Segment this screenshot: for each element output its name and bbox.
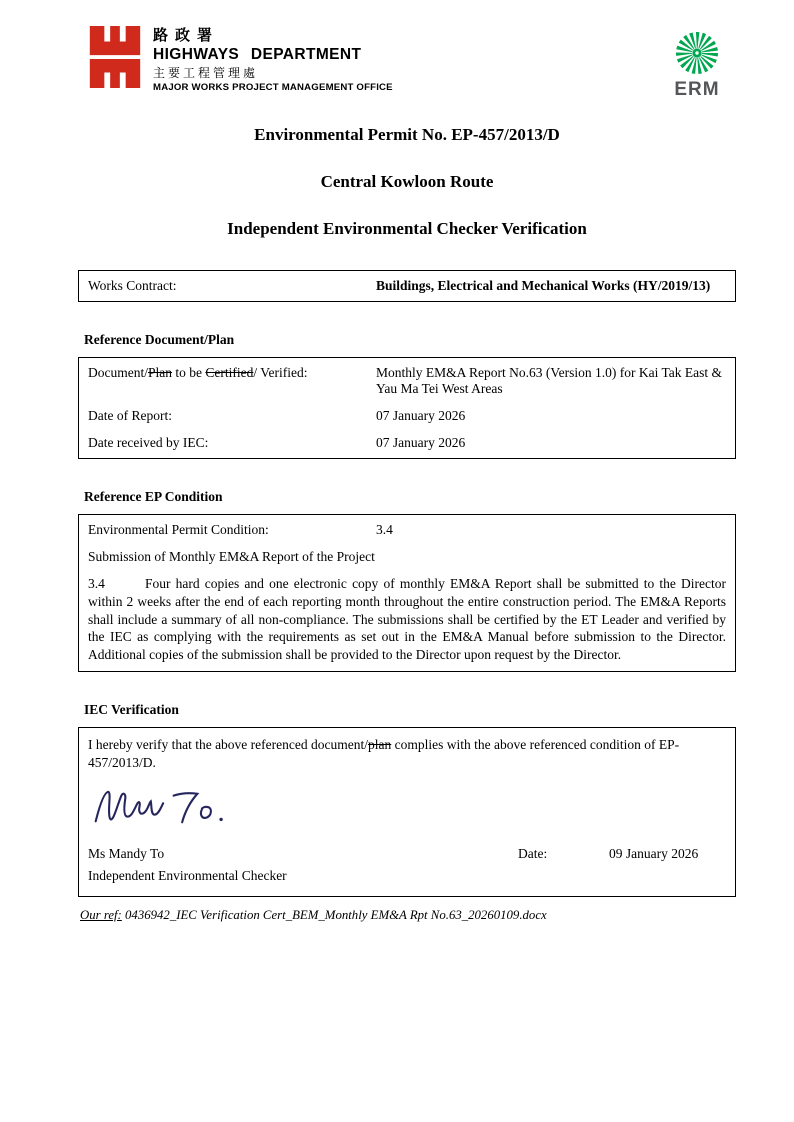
- office-name-chinese: 主要工程管理處: [153, 65, 259, 80]
- highways-department-logo-icon: [88, 26, 142, 88]
- reference-ep-condition-heading: Reference EP Condition: [84, 489, 223, 504]
- doc-label-part: / Verified:: [253, 365, 308, 380]
- signature-image: [90, 783, 242, 833]
- reference-ep-condition-box: [78, 514, 736, 672]
- date-of-report-label: Date of Report:: [88, 408, 172, 423]
- date-received-label: Date received by IEC:: [88, 435, 209, 450]
- dept-name-english: HIGHWAYS DEPARTMENT: [153, 45, 362, 63]
- iec-verification-heading: IEC Verification: [84, 702, 179, 718]
- clause-number: 3.4: [88, 576, 105, 591]
- reference-document-heading: Reference Document/Plan: [84, 332, 235, 347]
- our-ref-value: 0436942_IEC Verification Cert_BEM_Monthly EM&A Rpt No.63_20260109.docx: [121, 907, 547, 922]
- date-received-value: 07 January 2026: [376, 435, 466, 450]
- department-text-block: [153, 26, 393, 93]
- statement-part: complies with the above referenced condition of EP-457/2013/D.: [88, 737, 680, 771]
- document-to-be-verified-label: [88, 365, 376, 381]
- document-row: [88, 365, 726, 397]
- works-contract-value: Buildings, Electrical and Mechanical Works (HY/2019/13): [376, 278, 711, 293]
- highways-department-block: [88, 26, 393, 93]
- erm-label: ERM: [674, 79, 720, 100]
- statement-part: I hereby verify that the above referenced document/: [88, 737, 368, 753]
- ep-condition-subheading: Submission of Monthly EM&A Report of the Project: [88, 549, 375, 564]
- doc-label-struck-plan: Plan: [148, 365, 173, 380]
- clause-text: Four hard copies and one electronic copy of monthly EM&A Report shall be submitted to the Director within 2 weeks after the end of each reporting month throughout the entire construction period. The EM&A Reports shall include a summary of all non-compliance. The submissions shall be certified by the ET Leader and verified by the IEC as complying with the requirements as set out in the EM&A Manual before submission to the Director. Additional copies of the submission shall be provided to the Director upon request by the Director.: [88, 576, 726, 663]
- erm-starburst-icon: [672, 28, 722, 78]
- date-label: Date:: [518, 845, 548, 861]
- document-value: Monthly EM&A Report No.63 (Version 1.0) for Kai Tak East & Yau Ma Tei West Areas: [376, 365, 723, 396]
- ep-condition-label: Environmental Permit Condition:: [88, 522, 269, 537]
- date-of-report-row: [88, 408, 726, 424]
- doc-label-part: Document/: [88, 365, 148, 380]
- works-contract-label: Works Contract:: [88, 278, 177, 293]
- date-value: 09 January 2026: [609, 845, 699, 861]
- dept-name-chinese: 路政署: [153, 27, 220, 44]
- doc-label-struck-certified: Certified: [205, 365, 254, 380]
- works-contract-row: [88, 278, 726, 294]
- header: [88, 26, 736, 101]
- signer-name: Ms Mandy To: [88, 845, 165, 861]
- ep-condition-row: [88, 522, 726, 538]
- signer-date-row: [88, 846, 726, 862]
- project-title: Central Kowloon Route: [320, 172, 494, 191]
- office-name-english: MAJOR WORKS PROJECT MANAGEMENT OFFICE: [153, 82, 393, 94]
- doc-label-part: to be: [172, 365, 206, 380]
- works-contract-box: [78, 270, 736, 302]
- ep-condition-clause: [88, 575, 726, 664]
- iec-verification-box: [78, 727, 736, 896]
- our-ref-line: [80, 908, 736, 923]
- verification-statement: [88, 736, 726, 772]
- our-ref-label: Our ref:: [80, 907, 122, 922]
- ep-condition-value: 3.4: [376, 522, 393, 537]
- statement-struck-plan: plan: [368, 737, 392, 753]
- doc-type-title: Independent Environmental Checker Verification: [227, 219, 587, 238]
- signer-title: Independent Environmental Checker: [88, 867, 287, 883]
- date-of-report-value: 07 January 2026: [376, 408, 466, 423]
- date-received-row: [88, 435, 726, 451]
- reference-document-box: [78, 357, 736, 459]
- permit-number-title: Environmental Permit No. EP-457/2013/D: [254, 125, 560, 144]
- erm-logo-block: [672, 28, 722, 101]
